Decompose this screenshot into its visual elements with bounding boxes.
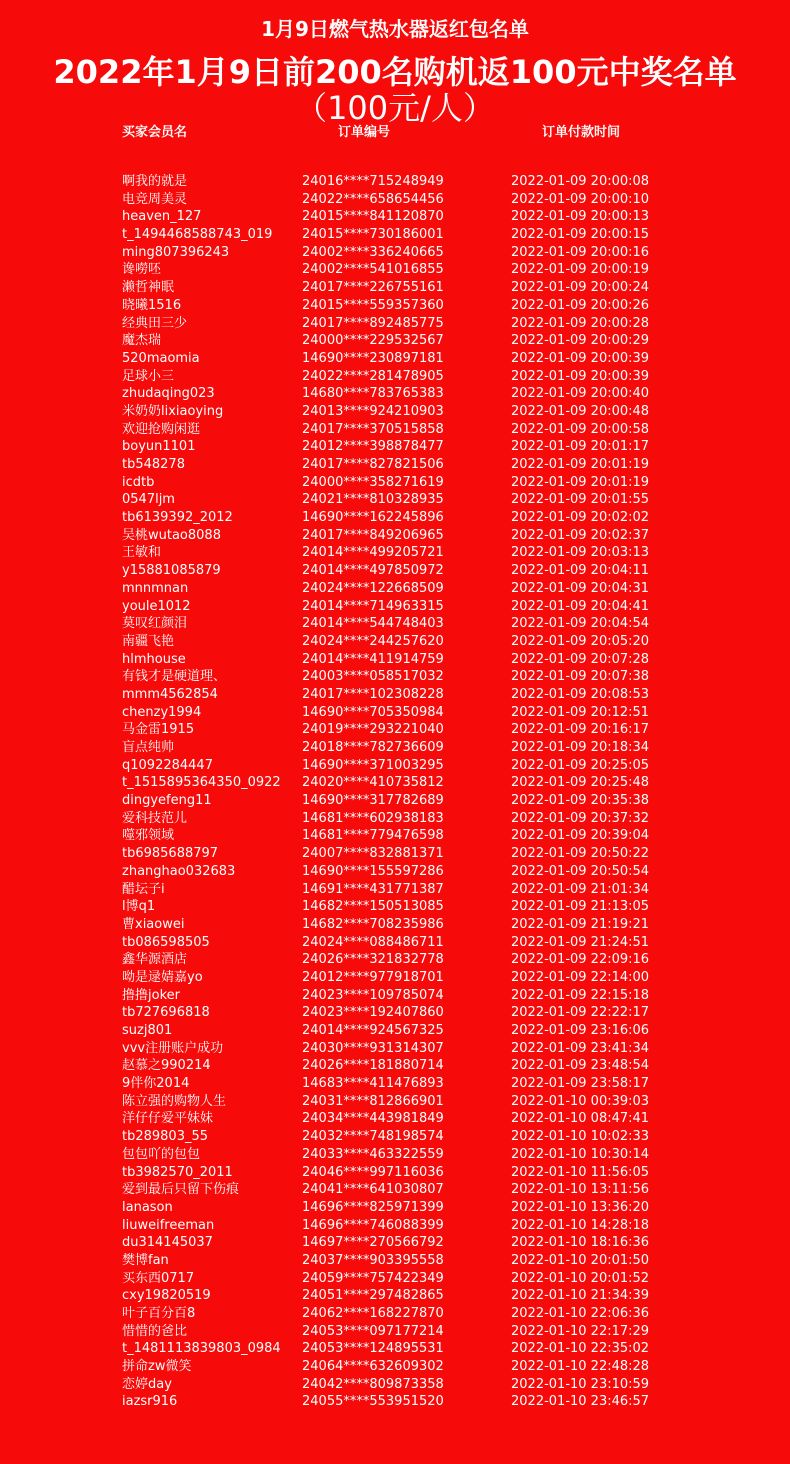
member-name: tb289803_55 (122, 1129, 209, 1145)
payment-time: 2022-01-09 20:00:15 (511, 227, 650, 243)
table-row (0, 385, 790, 403)
payment-time: 2022-01-09 20:07:38 (511, 669, 650, 685)
order-number: 24017****892485775 (302, 315, 444, 331)
table-row (0, 1093, 790, 1111)
payment-time: 2022-01-09 20:16:17 (511, 722, 650, 738)
order-number: 24013****924210903 (302, 403, 444, 419)
payment-time: 2022-01-10 11:56:05 (511, 1164, 650, 1180)
member-name: t_1481113839803_0984 (122, 1341, 281, 1357)
table-row (0, 580, 790, 598)
payment-time: 2022-01-09 20:08:53 (511, 686, 650, 702)
member-name: heaven_127 (122, 209, 202, 225)
table-row (0, 1004, 790, 1022)
payment-time: 2022-01-09 20:00:13 (511, 209, 650, 225)
member-name: 噬邪领域 (122, 828, 175, 844)
order-number: 24014****411914759 (302, 651, 444, 667)
payment-time: 2022-01-09 20:25:48 (511, 775, 650, 791)
table-row (0, 757, 790, 775)
member-name: 9伴你2014 (122, 1076, 190, 1092)
member-name: 恋婷day (122, 1376, 172, 1392)
order-number: 14691****431771387 (302, 881, 444, 897)
table-row (0, 1110, 790, 1128)
member-name: zhudaqing023 (122, 386, 215, 402)
order-number: 24015****559357360 (302, 297, 444, 313)
payment-time: 2022-01-10 10:30:14 (511, 1146, 650, 1162)
member-name: tb548278 (122, 457, 185, 472)
order-number: 24014****924567325 (302, 1023, 444, 1038)
winner-list (0, 173, 790, 1411)
table-row (0, 810, 790, 828)
order-number: 24019****293221040 (302, 722, 444, 738)
order-number: 24055****553951520 (302, 1394, 444, 1410)
order-number: 24017****849206965 (302, 527, 444, 543)
order-number: 24051****297482865 (302, 1288, 444, 1304)
order-number: 24012****398878477 (302, 439, 444, 455)
member-name: cxy19820519 (122, 1288, 211, 1304)
order-number: 24000****358271619 (302, 474, 444, 490)
table-row (0, 1217, 790, 1235)
member-name: vvv注册账户成功 (122, 1040, 224, 1056)
payment-time: 2022-01-09 22:09:16 (511, 952, 650, 968)
column-header-member: 买家会员名 (122, 125, 188, 140)
order-number: 24015****841120870 (302, 209, 444, 225)
payment-time: 2022-01-09 20:02:37 (511, 527, 650, 543)
table-row (0, 1252, 790, 1270)
member-name: du314145037 (122, 1235, 213, 1251)
order-number: 24037****903395558 (302, 1252, 444, 1268)
payment-time: 2022-01-09 20:03:13 (511, 545, 650, 561)
order-number: 24033****463322559 (302, 1146, 444, 1162)
payment-time: 2022-01-09 20:39:04 (511, 828, 650, 844)
order-number: 24024****088486711 (302, 934, 444, 950)
table-row (0, 456, 790, 474)
member-name: boyun1101 (122, 439, 196, 455)
order-number: 14690****371003295 (302, 757, 444, 773)
order-number: 24024****244257620 (302, 633, 444, 649)
payment-time: 2022-01-10 23:46:57 (511, 1394, 650, 1410)
order-number: 24034****443981849 (302, 1111, 444, 1127)
member-name: icdtb (122, 474, 155, 490)
table-row (0, 261, 790, 279)
table-row (0, 226, 790, 244)
table-row (0, 1022, 790, 1040)
payment-time: 2022-01-09 20:37:32 (511, 810, 650, 826)
payment-time: 2022-01-09 20:00:16 (511, 244, 650, 260)
table-row (0, 297, 790, 315)
table-row (0, 916, 790, 934)
order-number: 24002****336240665 (302, 244, 444, 260)
order-number: 14681****602938183 (302, 810, 444, 826)
table-row (0, 881, 790, 899)
reward-amount: （100元/人） (295, 89, 495, 127)
member-name: 鑫华源酒店 (122, 952, 188, 968)
table-row (0, 792, 790, 810)
order-number: 24021****810328935 (302, 492, 444, 508)
table-row (0, 191, 790, 209)
member-name: tb6985688797 (122, 846, 219, 862)
member-name: l博q1 (122, 899, 156, 915)
member-name: 欢迎抢购闲逛 (122, 421, 201, 437)
payment-time: 2022-01-10 21:34:39 (511, 1288, 650, 1304)
member-name: t_1515895364350_0922 (122, 775, 281, 791)
member-name: 王敏和 (122, 545, 162, 561)
payment-time: 2022-01-10 22:35:02 (511, 1341, 650, 1357)
table-row (0, 491, 790, 509)
member-name: y15881085879 (122, 563, 221, 579)
payment-time: 2022-01-10 23:10:59 (511, 1376, 650, 1392)
payment-time: 2022-01-10 13:11:56 (511, 1182, 650, 1198)
payment-time: 2022-01-09 20:01:19 (511, 457, 650, 472)
order-number: 24022****658654456 (302, 191, 444, 207)
column-header-order: 订单编号 (338, 125, 391, 140)
table-row (0, 1358, 790, 1376)
member-name: 买东西0717 (122, 1270, 195, 1286)
order-number: 24053****097177214 (302, 1323, 444, 1339)
table-row (0, 668, 790, 686)
order-number: 24003****058517032 (302, 669, 444, 685)
order-number: 14680****783765383 (302, 386, 444, 402)
member-name: youle1012 (122, 598, 191, 614)
table-row (0, 686, 790, 704)
order-number: 24042****809873358 (302, 1376, 444, 1392)
payment-time: 2022-01-09 21:01:34 (511, 881, 650, 897)
payment-time: 2022-01-10 10:02:33 (511, 1129, 650, 1145)
table-row (0, 898, 790, 916)
payment-time: 2022-01-09 20:25:05 (511, 757, 650, 773)
member-name: 谗嘮呸 (122, 262, 162, 278)
table-row (0, 1323, 790, 1341)
order-number: 24000****229532567 (302, 333, 444, 349)
order-number: 24018****782736609 (302, 740, 444, 755)
table-row (0, 633, 790, 651)
payment-time: 2022-01-10 13:36:20 (511, 1199, 650, 1215)
payment-time: 2022-01-10 20:01:50 (511, 1252, 650, 1268)
member-name: chenzy1994 (122, 704, 202, 720)
payment-time: 2022-01-09 20:01:17 (511, 439, 650, 455)
payment-time: 2022-01-09 22:15:18 (511, 987, 650, 1003)
table-row (0, 845, 790, 863)
member-name: tb727696818 (122, 1005, 210, 1021)
member-name: 爱到最后只留下伤痕 (122, 1182, 240, 1198)
table-row (0, 173, 790, 191)
member-name: 啊我的就是 (122, 174, 188, 189)
payment-time: 2022-01-09 20:12:51 (511, 704, 650, 720)
table-row (0, 350, 790, 368)
member-name: 晓曦1516 (122, 297, 182, 313)
order-number: 24022****281478905 (302, 368, 444, 384)
table-row (0, 598, 790, 616)
payment-time: 2022-01-10 22:17:29 (511, 1323, 650, 1339)
member-name: 陈立强的购物人生 (122, 1093, 227, 1109)
table-row (0, 1057, 790, 1075)
table-row (0, 1340, 790, 1358)
table-row (0, 1146, 790, 1164)
payment-time: 2022-01-09 23:48:54 (511, 1058, 650, 1074)
payment-time: 2022-01-09 20:04:11 (511, 563, 650, 579)
payment-time: 2022-01-09 20:00:48 (511, 403, 650, 419)
member-name: ming807396243 (122, 244, 230, 260)
payment-time: 2022-01-10 22:48:28 (511, 1359, 650, 1375)
table-row (0, 509, 790, 527)
table-row (0, 1270, 790, 1288)
order-number: 24064****632609302 (302, 1359, 444, 1375)
table-row (0, 1164, 790, 1182)
order-number: 14697****270566792 (302, 1235, 444, 1251)
member-name: 醋坛子i (122, 881, 165, 897)
order-number: 14696****746088399 (302, 1217, 444, 1233)
table-row (0, 1128, 790, 1146)
member-name: tb086598505 (122, 934, 210, 950)
member-name: 濑哲神眠 (122, 280, 175, 296)
payment-time: 2022-01-10 14:28:18 (511, 1217, 650, 1233)
payment-time: 2022-01-09 20:35:38 (511, 793, 650, 809)
table-row (0, 562, 790, 580)
table-row (0, 987, 790, 1005)
member-name: 包包吖的包包 (122, 1146, 201, 1162)
member-name: tb6139392_2012 (122, 510, 233, 526)
order-number: 24020****410735812 (302, 775, 444, 791)
payment-time: 2022-01-09 22:22:17 (511, 1005, 650, 1021)
payment-time: 2022-01-09 23:41:34 (511, 1040, 650, 1056)
table-row (0, 474, 790, 492)
table-row (0, 1234, 790, 1252)
page-title: 2022年1月9日前200名购机返100元中奖名单 (53, 53, 737, 91)
payment-time: 2022-01-09 23:58:17 (511, 1076, 650, 1092)
payment-time: 2022-01-09 20:50:22 (511, 846, 650, 862)
column-header-time: 订单付款时间 (542, 125, 621, 140)
table-row (0, 863, 790, 881)
order-number: 24014****714963315 (302, 598, 444, 614)
order-number: 24017****827821506 (302, 457, 444, 472)
order-number: 14690****155597286 (302, 863, 444, 879)
member-name: 520maomia (122, 350, 200, 366)
member-name: liuweifreeman (122, 1217, 215, 1233)
table-row (0, 315, 790, 333)
member-name: 爱科技范儿 (122, 810, 188, 826)
member-name: 米奶奶lixiaoying (122, 403, 224, 419)
table-row (0, 951, 790, 969)
member-name: zhanghao032683 (122, 863, 236, 879)
order-number: 24024****122668509 (302, 580, 444, 596)
page-subtitle: 1月9日燃气热水器返红包名单 (261, 17, 529, 41)
payment-time: 2022-01-09 20:00:08 (511, 174, 650, 189)
order-number: 24041****641030807 (302, 1182, 444, 1198)
order-number: 14683****411476893 (302, 1076, 444, 1092)
member-name: 吴桃wutao8088 (122, 527, 221, 543)
member-name: q1092284447 (122, 757, 213, 773)
member-name: tb3982570_2011 (122, 1164, 233, 1180)
payment-time: 2022-01-09 20:50:54 (511, 863, 650, 879)
order-number: 14690****705350984 (302, 704, 444, 720)
payment-time: 2022-01-09 20:01:19 (511, 474, 650, 490)
order-number: 14690****162245896 (302, 510, 444, 526)
order-number: 24030****931314307 (302, 1040, 444, 1056)
order-number: 24014****544748403 (302, 616, 444, 632)
table-row (0, 544, 790, 562)
table-row (0, 704, 790, 722)
order-number: 14682****150513085 (302, 899, 444, 915)
table-row (0, 774, 790, 792)
member-name: t_1494468588743_019 (122, 227, 273, 243)
member-name: 樊博fan (122, 1252, 169, 1268)
table-row (0, 1181, 790, 1199)
payment-time: 2022-01-09 20:07:28 (511, 651, 650, 667)
table-row (0, 208, 790, 226)
payment-time: 2022-01-09 20:05:20 (511, 633, 650, 649)
table-row (0, 438, 790, 456)
order-number: 14681****779476598 (302, 828, 444, 844)
member-name: 曹xiaowei (122, 916, 185, 932)
order-number: 24017****102308228 (302, 686, 444, 702)
payment-time: 2022-01-09 20:00:39 (511, 350, 650, 366)
order-number: 14682****708235986 (302, 916, 444, 932)
table-row (0, 615, 790, 633)
order-number: 24023****109785074 (302, 987, 444, 1003)
table-row (0, 827, 790, 845)
order-number: 24017****226755161 (302, 280, 444, 296)
table-row (0, 1305, 790, 1323)
member-name: 洋仔仔爱平妹妹 (122, 1111, 214, 1127)
order-number: 24026****321832778 (302, 952, 444, 968)
payment-time: 2022-01-09 21:19:21 (511, 916, 650, 932)
order-number: 24017****370515858 (302, 421, 444, 437)
payment-time: 2022-01-10 08:47:41 (511, 1111, 650, 1127)
table-row (0, 934, 790, 952)
payment-time: 2022-01-09 20:00:40 (511, 386, 650, 402)
payment-time: 2022-01-09 20:00:24 (511, 280, 650, 296)
member-name: 马金雷1915 (122, 722, 195, 738)
member-name: 魔杰瑞 (122, 333, 162, 349)
order-number: 24002****541016855 (302, 262, 444, 278)
member-name: 惜惜的爸比 (122, 1323, 188, 1339)
order-number: 24046****997116036 (302, 1164, 444, 1180)
member-name: 撸撸joker (122, 987, 180, 1003)
member-name: 足球小三 (122, 368, 175, 384)
payment-time: 2022-01-09 21:13:05 (511, 899, 650, 915)
member-name: 电竞周美灵 (122, 191, 188, 207)
payment-time: 2022-01-09 20:00:39 (511, 368, 650, 384)
order-number: 14690****230897181 (302, 350, 444, 366)
payment-time: 2022-01-09 21:24:51 (511, 934, 650, 950)
member-name: lanason (122, 1199, 173, 1215)
order-number: 14690****317782689 (302, 793, 444, 809)
member-name: iazsr916 (122, 1394, 178, 1410)
table-row (0, 1376, 790, 1394)
order-number: 24007****832881371 (302, 846, 444, 862)
member-name: 0547ljm (122, 492, 175, 508)
member-name: 拼命zw微笑 (122, 1359, 192, 1375)
order-number: 24032****748198574 (302, 1129, 444, 1145)
order-number: 24012****977918701 (302, 969, 444, 985)
payment-time: 2022-01-09 20:04:54 (511, 616, 650, 632)
table-row (0, 244, 790, 262)
payment-time: 2022-01-09 20:02:02 (511, 510, 650, 526)
order-number: 24062****168227870 (302, 1306, 444, 1321)
payment-time: 2022-01-09 20:00:28 (511, 315, 650, 331)
payment-time: 2022-01-10 22:06:36 (511, 1306, 650, 1321)
table-row (0, 332, 790, 350)
order-number: 24031****812866901 (302, 1093, 444, 1109)
table-row (0, 368, 790, 386)
payment-time: 2022-01-09 23:16:06 (511, 1023, 650, 1038)
payment-time: 2022-01-09 20:00:10 (511, 191, 650, 207)
table-row (0, 279, 790, 297)
table-row (0, 1287, 790, 1305)
payment-time: 2022-01-09 20:00:29 (511, 333, 650, 349)
order-number: 24014****497850972 (302, 563, 444, 579)
order-number: 24016****715248949 (302, 174, 444, 189)
table-row (0, 1393, 790, 1411)
member-name: dingyefeng11 (122, 793, 212, 809)
table-row (0, 403, 790, 421)
table-row (0, 527, 790, 545)
table-row (0, 969, 790, 987)
member-name: hlmhouse (122, 651, 186, 667)
order-number: 24059****757422349 (302, 1270, 444, 1286)
member-name: 赵慕之990214 (122, 1058, 211, 1074)
member-name: 经典田三少 (122, 315, 188, 331)
member-name: 盲点纯帅 (122, 740, 175, 755)
table-row (0, 421, 790, 439)
table-row (0, 739, 790, 757)
payment-time: 2022-01-10 00:39:03 (511, 1093, 650, 1109)
member-name: 南疆飞艳 (122, 633, 175, 649)
order-number: 14696****825971399 (302, 1199, 444, 1215)
member-name: 莫叹红颜泪 (122, 616, 188, 632)
payment-time: 2022-01-09 22:14:00 (511, 969, 650, 985)
payment-time: 2022-01-10 18:16:36 (511, 1235, 650, 1251)
table-row (0, 1075, 790, 1093)
payment-time: 2022-01-10 20:01:52 (511, 1270, 650, 1286)
table-row (0, 1040, 790, 1058)
member-name: suzj801 (122, 1023, 173, 1038)
member-name: 有钱才是硬道理、 (122, 669, 227, 685)
order-number: 24014****499205721 (302, 545, 444, 561)
member-name: mnnmnan (122, 580, 189, 596)
payment-time: 2022-01-09 20:01:55 (511, 492, 650, 508)
member-name: 叶子百分百8 (122, 1306, 196, 1321)
payment-time: 2022-01-09 20:18:34 (511, 740, 650, 755)
order-number: 24023****192407860 (302, 1005, 444, 1021)
order-number: 24053****124895531 (302, 1341, 444, 1357)
payment-time: 2022-01-09 20:00:58 (511, 421, 650, 437)
table-row (0, 721, 790, 739)
order-number: 24015****730186001 (302, 227, 444, 243)
payment-time: 2022-01-09 20:00:19 (511, 262, 650, 278)
table-row (0, 651, 790, 669)
payment-time: 2022-01-09 20:00:26 (511, 297, 650, 313)
member-name: mmm4562854 (122, 686, 218, 702)
member-name: 呦是逯婧嘉yo (122, 969, 203, 985)
payment-time: 2022-01-09 20:04:41 (511, 598, 650, 614)
payment-time: 2022-01-09 20:04:31 (511, 580, 650, 596)
order-number: 24026****181880714 (302, 1058, 444, 1074)
table-row (0, 1199, 790, 1217)
